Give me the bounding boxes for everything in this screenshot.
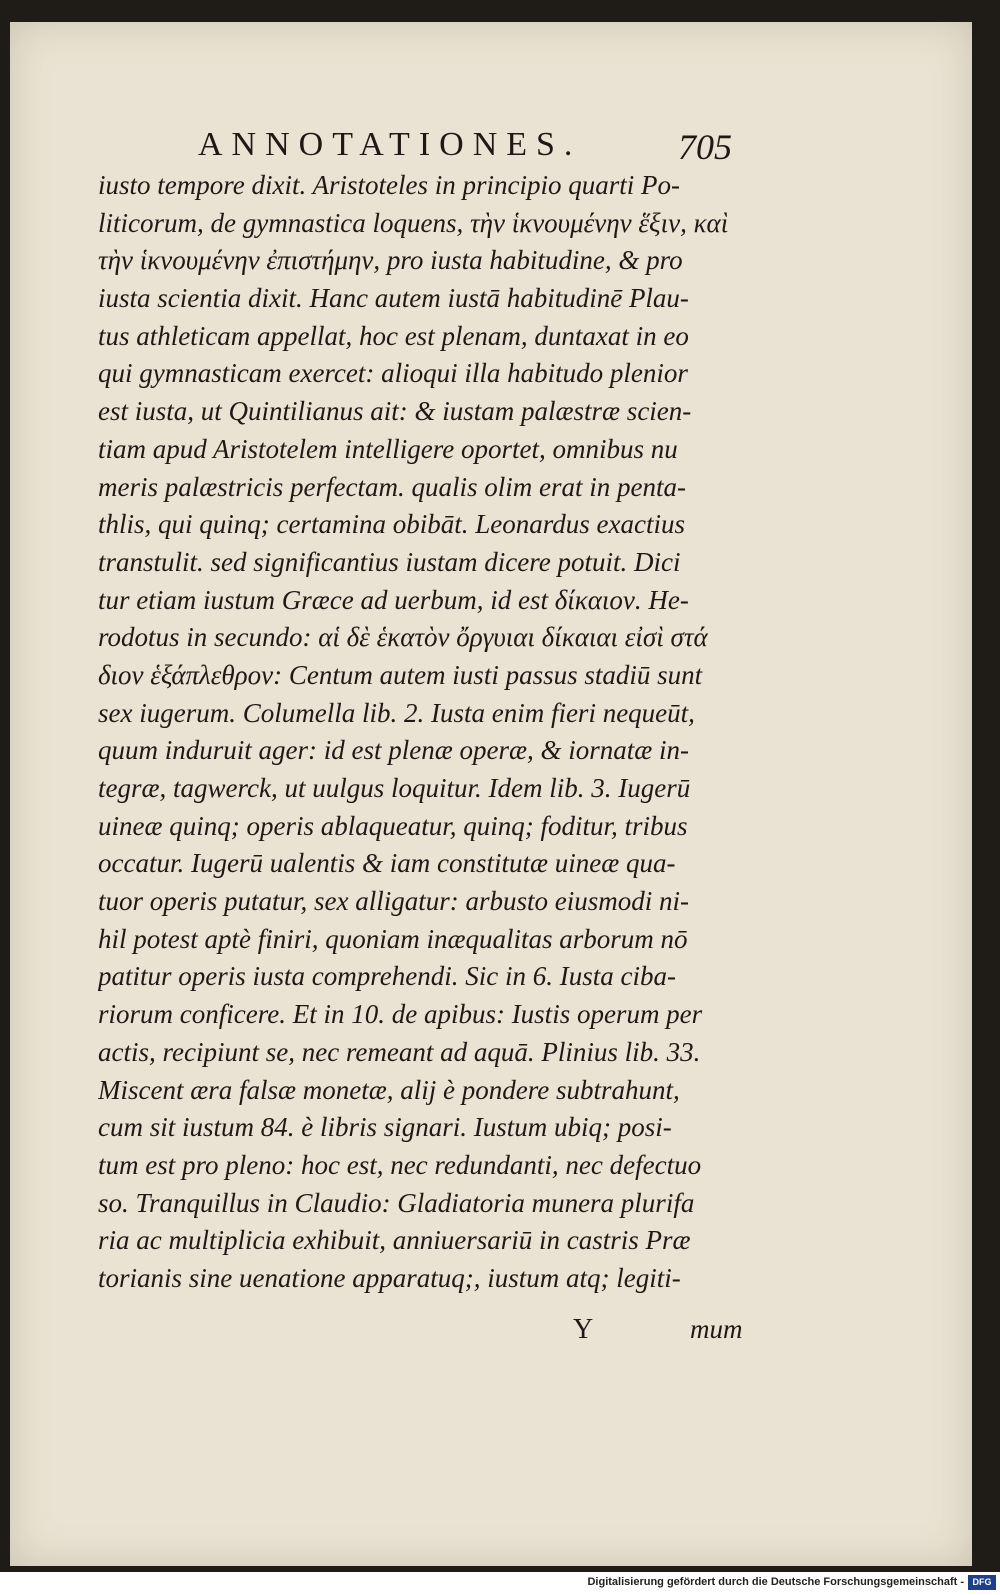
catchword: mum bbox=[690, 1314, 743, 1344]
text-line: tegræ, tagwerck, ut uulgus loquitur. Idem lib. 3. Iugerū bbox=[98, 773, 691, 803]
book-page bbox=[10, 22, 972, 1566]
text-line: occatur. Iugerū ualentis & iam constitutæ uineæ qua- bbox=[98, 848, 676, 879]
text-line: qui gymnasticam exercet: alioqui illa habitudo plenior bbox=[98, 358, 688, 389]
text-line: tum est pro pleno: hoc est, nec redundanti, nec defectuo bbox=[98, 1149, 702, 1180]
text-line: uineæ quinq; operis ablaqueatur, quinq; foditur, tribus bbox=[98, 810, 688, 841]
funding-credit: Digitalisierung gefördert durch die Deutsche Forschungsgemeinschaft - bbox=[587, 1576, 964, 1588]
dfg-logo: DFG bbox=[968, 1575, 996, 1590]
text-line: ria ac multiplicia exhibuit, anniuersariū in castris Præ bbox=[98, 1225, 691, 1256]
text-line: patitur operis iusta comprehendi. Sic in 6. Iusta ciba- bbox=[98, 961, 676, 992]
page-number: 705 bbox=[678, 127, 732, 167]
footer-bar bbox=[0, 1572, 1000, 1595]
text-line: τὴν ἱκνουμένην ἐπιστήμην, pro iusta habitudine, & pro bbox=[98, 245, 683, 276]
text-line: rodotus in secundo: αἱ δὲ ἑκατὸν ὄργυιαι δίκαιαι εἰσὶ στά bbox=[98, 622, 708, 653]
text-line: so. Tranquillus in Claudio: Gladiatoria munera plurifa bbox=[98, 1187, 695, 1218]
text-line: actis, recipiunt se, nec remeant ad aquā. Plinius lib. 33. bbox=[98, 1036, 701, 1067]
text-line: liticorum, de gymnastica loquens, τὴν ἱκνουμένην ἕξιν, καὶ bbox=[98, 207, 729, 238]
text-line: tur etiam iustum Græce ad uerbum, id est δίκαιον. He- bbox=[98, 584, 689, 615]
text-line: iusta scientia dixit. Hanc autem iustā habitudinē Plau- bbox=[98, 283, 689, 314]
text-line: tiam apud Aristotelem intelligere oportet, omnibus nu bbox=[98, 433, 678, 464]
running-head-title: ANNOTATIONES. bbox=[198, 126, 582, 163]
text-line: sex iugerum. Columella lib. 2. Iusta enim fieri nequeūt, bbox=[98, 697, 695, 728]
text-line: tuor operis putatur, sex alligatur: arbusto eiusmodi ni- bbox=[98, 886, 690, 917]
text-line: torianis sine uenatione apparatuq;, iustum atq; legiti- bbox=[98, 1262, 681, 1293]
text-line: meris palæstricis perfectam. qualis olim erat in penta- bbox=[98, 471, 686, 502]
text-line: quum induruit ager: id est plenæ operæ, & iornatæ in- bbox=[98, 735, 689, 766]
text-line: cum sit iustum 84. è libris signari. Iustum ubiq; posi- bbox=[98, 1112, 672, 1143]
text-line: tus athleticam appellat, hoc est plenam, duntaxat in eo bbox=[98, 320, 689, 351]
text-line: hil potest aptè finiri, quoniam inæqualitas arborum nō bbox=[98, 923, 688, 954]
text-line: thlis, qui quinq; certamina obibāt. Leonardus exactius bbox=[98, 509, 685, 540]
text-line: est iusta, ut Quintilianus ait: & iustam palæstræ scien- bbox=[98, 396, 692, 427]
text-line: iusto tempore dixit. Aristoteles in principio quarti Po- bbox=[98, 170, 680, 200]
body-text bbox=[98, 167, 758, 1298]
signature-mark: Y bbox=[573, 1314, 594, 1345]
text-line: transtulit. sed significantius iustam dicere potuit. Dici bbox=[98, 546, 681, 577]
text-line: riorum conficere. Et in 10. de apibus: Iustis operum per bbox=[98, 999, 703, 1030]
text-line: διον ἑξάπλεθρον: Centum autem iusti passus stadiū sunt bbox=[98, 659, 703, 690]
text-line: Miscent æra falsæ monetæ, alij è pondere subtrahunt, bbox=[98, 1074, 680, 1105]
catchword-row bbox=[10, 1314, 972, 1354]
